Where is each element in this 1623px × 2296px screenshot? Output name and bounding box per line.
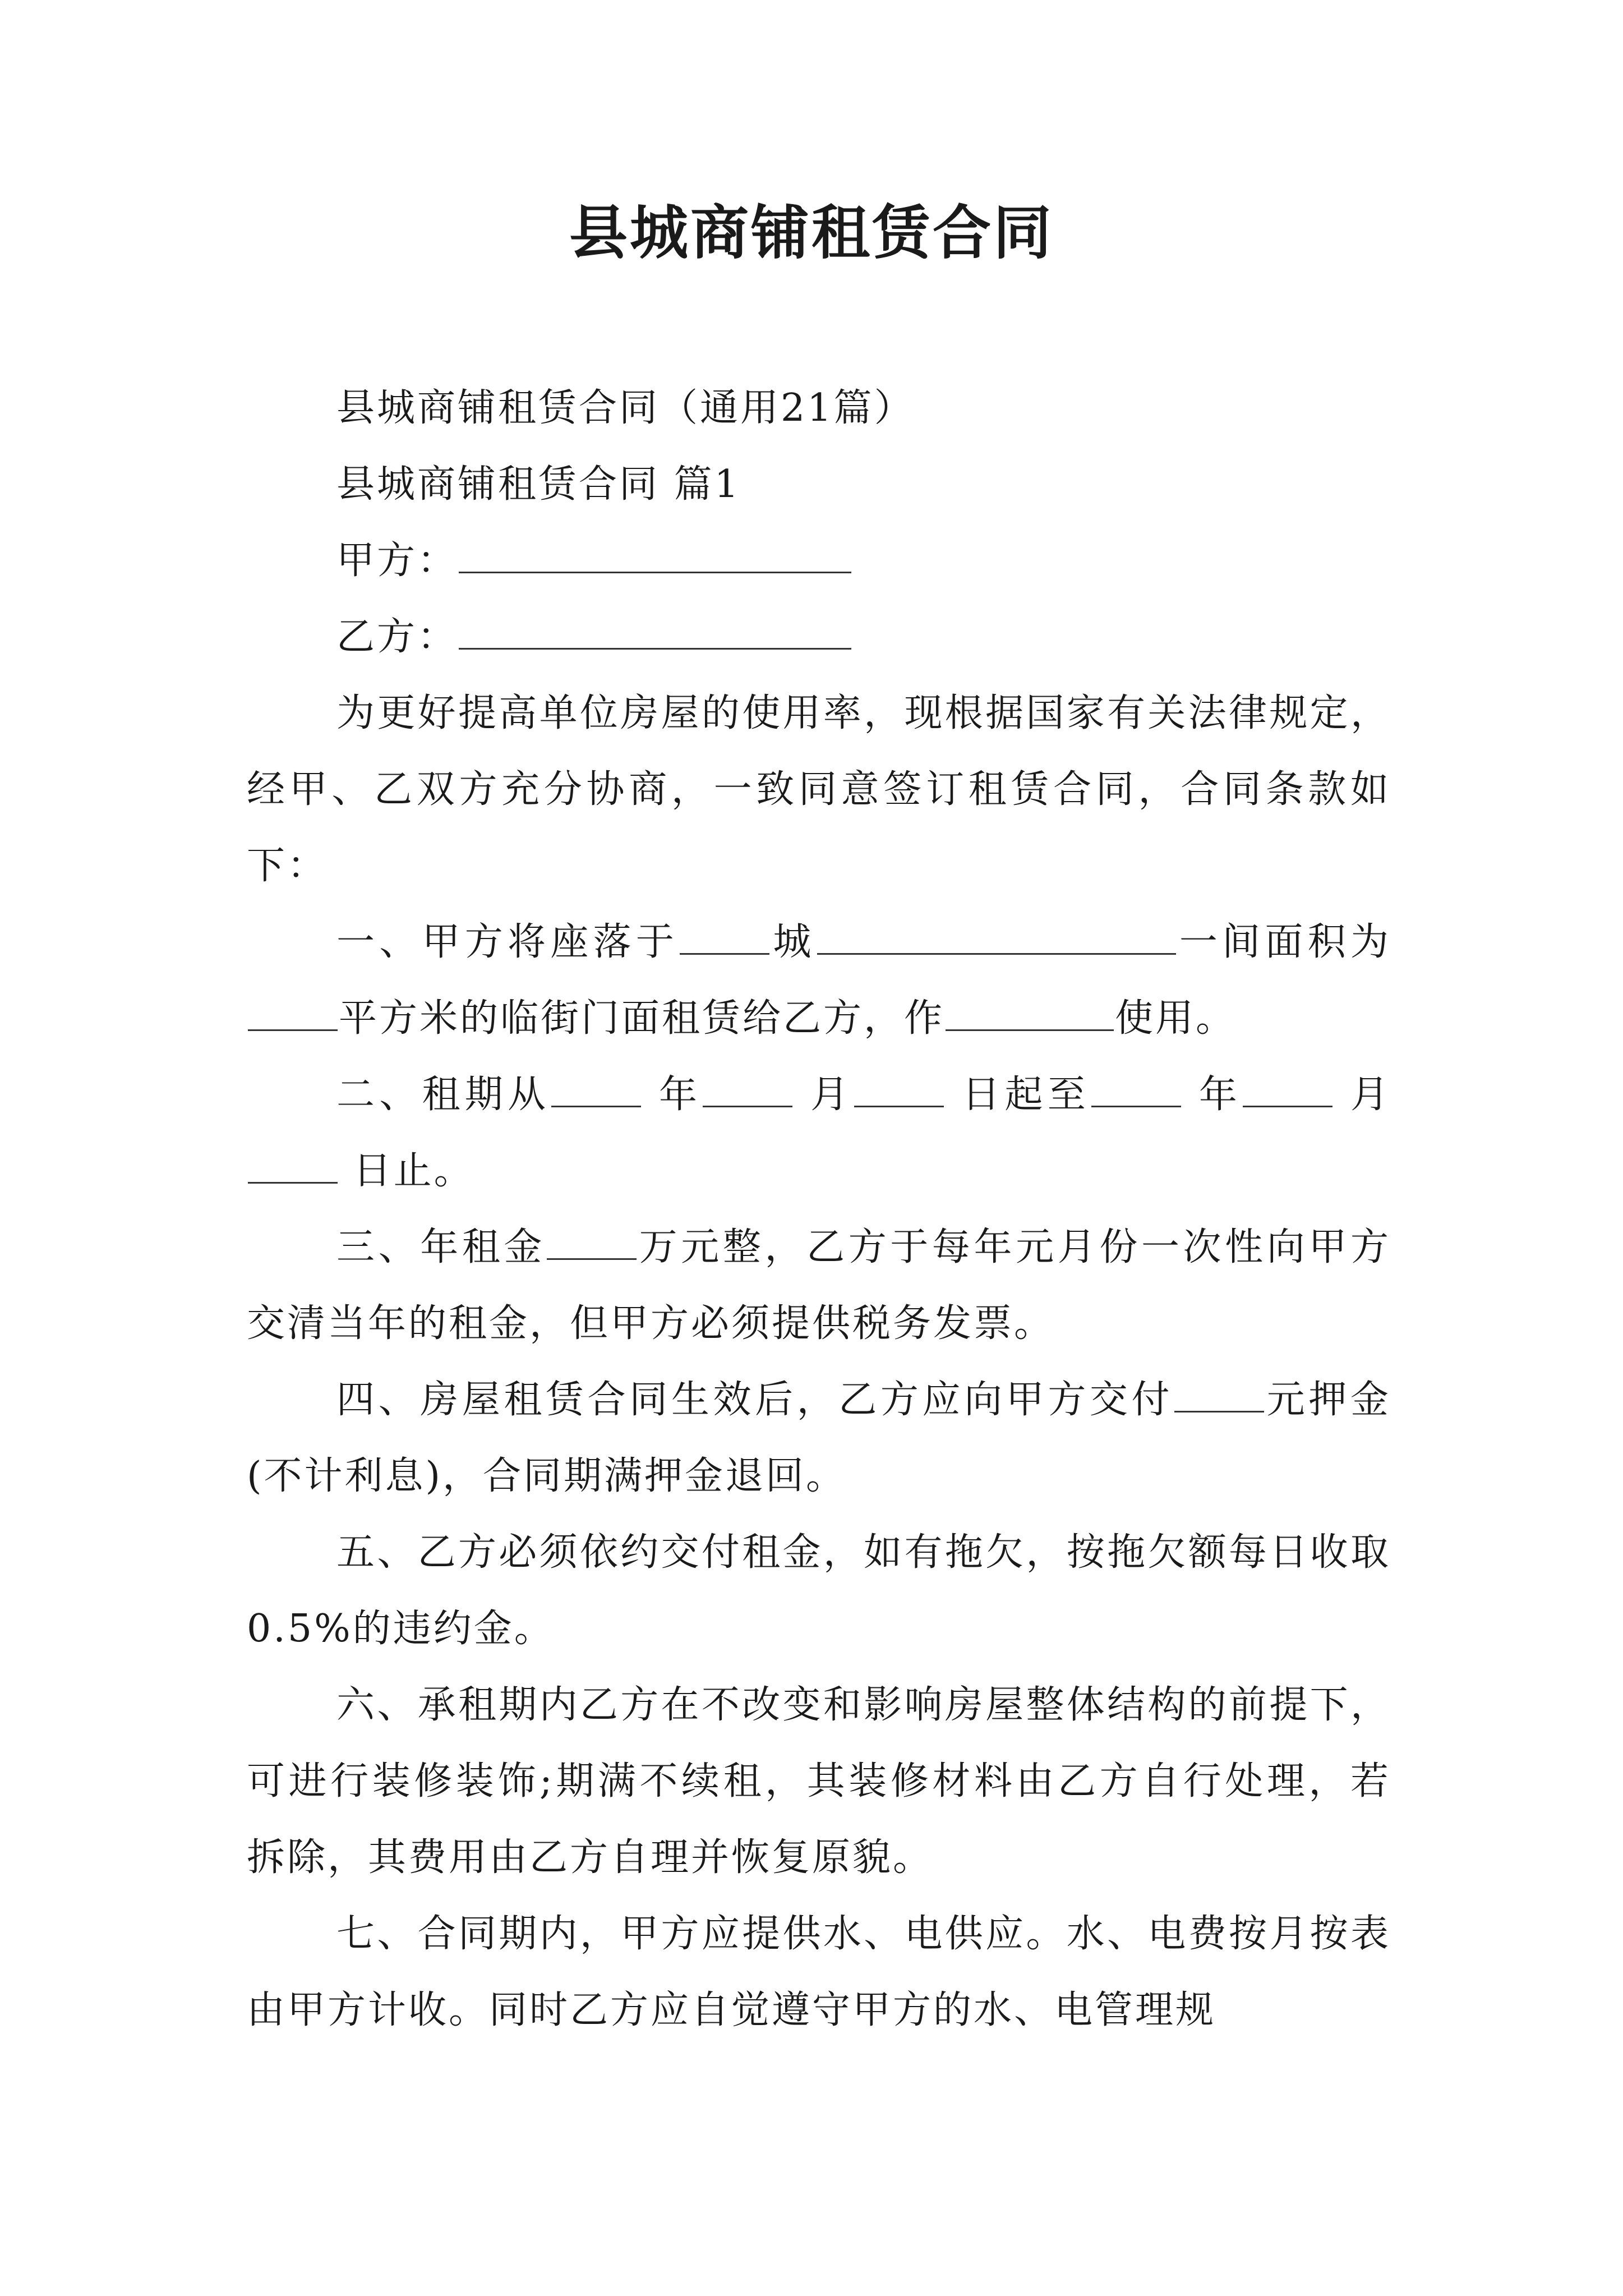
clause-1-text-c: 一间面积为 (1177, 920, 1391, 964)
clause-2-blank-end-day (248, 1142, 338, 1184)
clause-7: 七、合同期内，甲方应提供水、电供应。水、电费按月按表由甲方计收。同时乙方应自觉遵守甲方的水、电管理规 (247, 1912, 1391, 2032)
clause-2-blank-start-month (703, 1065, 792, 1107)
clause-3-blank-rent (547, 1218, 637, 1260)
clause-1 (247, 904, 1391, 1057)
document-title: 县城商铺租赁合同 (569, 199, 1054, 267)
clause-2-blank-start-day (854, 1065, 944, 1107)
party-b-blank (459, 608, 851, 650)
party-a-label: 甲方： (336, 539, 458, 583)
clause-5: 五、乙方必须依约交付租金，如有拖欠，按拖欠额每日收取0.5%的违约金。 (247, 1530, 1391, 1651)
clause-3-text-b: 万元整，乙方于每年元月份一次性向甲方交清当年的租金，但甲方必须提供税务发票。 (247, 1225, 1391, 1346)
party-b-line (247, 599, 1391, 675)
document-subtitle: 县城商铺租赁合同（通用21篇） (336, 386, 915, 430)
clause-1-text-b: 城 (771, 920, 816, 964)
clause-2-text-d: 日起至 (962, 1073, 1090, 1117)
party-a-blank (459, 531, 851, 573)
clause-2-blank-start-year (551, 1065, 641, 1107)
clause-3 (247, 1209, 1391, 1362)
clause-1-text-a: 一、甲方将座落于 (336, 920, 679, 964)
clause-1-text-d: 平方米的临街门面租赁给乙方，作 (339, 996, 945, 1041)
clause-2-text-a: 二、租期从 (336, 1073, 551, 1117)
clause-2-text-g: 日止。 (353, 1149, 474, 1193)
clause-6: 六、承租期内乙方在不改变和影响房屋整体结构的前提下，可进行装修装饰;期满不续租，其装修材料由乙方自行处理，若拆除，其费用由乙方自理并恢复原貌。 (247, 1683, 1391, 1880)
party-b-label: 乙方： (336, 615, 458, 659)
clause-2 (247, 1057, 1391, 1209)
clause-4-text-a: 四、房屋租赁合同生效后，乙方应向甲方交付 (336, 1378, 1174, 1422)
section-heading: 县城商铺租赁合同 篇1 (336, 462, 741, 507)
clause-2-text-c: 月 (810, 1073, 854, 1117)
clause-1-blank-county (680, 913, 769, 955)
clause-2-blank-end-year (1091, 1065, 1181, 1107)
party-a-line (247, 523, 1391, 599)
clause-4-text-b: 元押金(不计利息)，合同期满押金退回。 (247, 1378, 1391, 1498)
clause-4 (247, 1362, 1391, 1515)
clause-1-blank-address (817, 913, 1176, 955)
clause-2-text-b: 年 (659, 1073, 702, 1117)
document-body (247, 370, 1391, 2049)
clause-4-blank-deposit (1174, 1370, 1264, 1412)
intro-paragraph: 为更好提高单位房屋的使用率，现根据国家有关法律规定，经甲、乙双方充分协商，一致同意签订租赁合同，合同条款如下： (247, 691, 1391, 888)
clause-1-blank-usage (946, 989, 1114, 1031)
clause-2-text-e: 年 (1198, 1073, 1242, 1117)
clause-3-text-a: 三、年租金 (336, 1225, 546, 1269)
clause-1-text-e: 使用。 (1115, 996, 1237, 1041)
clause-2-text-f: 月 (1350, 1073, 1391, 1117)
clause-1-blank-area (248, 989, 338, 1031)
clause-2-blank-end-month (1243, 1065, 1332, 1107)
